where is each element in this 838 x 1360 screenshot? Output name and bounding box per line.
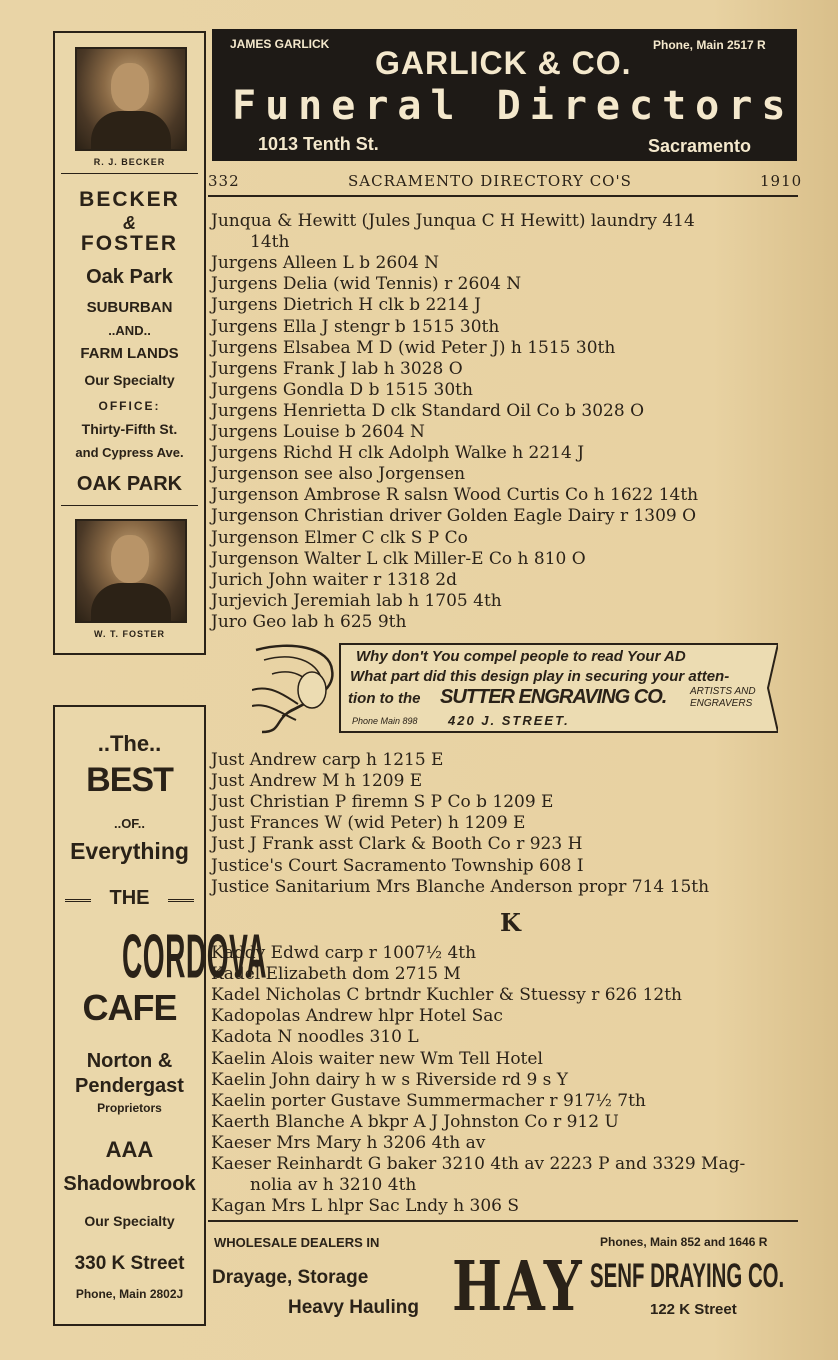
- bottom-phones: Phones, Main 852 and 1646 R: [600, 1235, 768, 1249]
- shadowbrook-text: Shadowbrook: [63, 1173, 196, 1195]
- cafe-phone: Phone, Main 2802J: [75, 1287, 184, 1301]
- hauling-text: Heavy Hauling: [288, 1297, 419, 1318]
- and-text: ..AND..: [108, 323, 151, 338]
- garlick-header-ad: [212, 29, 797, 161]
- artists-and: ARTISTS AND: [690, 686, 756, 697]
- list-item: Jurgens Frank J lab h 3028 O: [211, 358, 463, 379]
- engraving-line1: Why don't You compel people to read Your AD: [356, 648, 686, 665]
- engraving-line3a: tion to the: [348, 690, 421, 707]
- running-head: [208, 172, 803, 194]
- list-item: Just J Frank asst Clark & Booth Co r 923 H: [211, 834, 583, 855]
- best-text: BEST: [86, 761, 173, 799]
- engraving-line2: What part did this design play in securing your atten-: [350, 668, 730, 685]
- sutter-engraving-name: SUTTER ENGRAVING CO.: [440, 686, 667, 708]
- hay-text: HAY: [452, 1247, 584, 1327]
- aaa-text: AAA: [105, 1137, 154, 1162]
- list-item: Kadel Elizabeth dom 2715 M: [211, 964, 461, 985]
- proprietors-text: Proprietors: [97, 1101, 162, 1115]
- foster-caption: W. T. FOSTER: [93, 629, 165, 639]
- woman-face-icon: [298, 672, 326, 708]
- list-item: 14th: [250, 232, 290, 253]
- header-address: 1013 Tenth St.: [258, 134, 379, 154]
- list-item: Kaelin John dairy h w s Riverside rd 9 s Y: [211, 1069, 569, 1090]
- specialty-text: Our Specialty: [84, 372, 175, 388]
- list-item: Jurjevich Jeremiah lab h 1705 4th: [211, 590, 502, 611]
- cafe-text: CAFE: [82, 987, 177, 1028]
- becker-portrait: [75, 47, 187, 151]
- norton-text: Norton &: [86, 1050, 173, 1072]
- senf-draying-ad: [212, 1225, 802, 1335]
- section-letter-k: K: [500, 908, 521, 937]
- suburban-text: SUBURBAN: [86, 299, 173, 316]
- list-item: Just Andrew M h 1209 E: [211, 771, 423, 792]
- list-item: Jurgens Alleen L b 2604 N: [211, 253, 440, 274]
- list-item: Kaeser Mrs Mary h 3206 4th av: [211, 1132, 486, 1153]
- list-item: Jurgens Louise b 2604 N: [211, 422, 425, 442]
- the-caps: THE: [109, 887, 150, 909]
- list-item: Justice Sanitarium Mrs Blanche Anderson propr 714 15th: [211, 876, 710, 897]
- list-item: Just Christian P firemn S P Co b 1209 E: [211, 792, 554, 813]
- list-item: Jurgens Delia (wid Tennis) r 2604 N: [211, 274, 522, 295]
- engraving-street: 420 J. STREET.: [448, 713, 570, 728]
- engravers: ENGRAVERS: [690, 698, 753, 709]
- list-item: Jurgens Richd H clk Adolph Walke h 2214 J: [211, 443, 585, 464]
- list-item: Kagan Mrs L hlpr Sac Lndy h 306 S: [211, 1196, 520, 1217]
- list-item: Juro Geo lab h 625 9th: [211, 611, 407, 632]
- list-item: Junqua & Hewitt (Jules Junqua C H Hewitt) laundry 414: [211, 211, 695, 231]
- foster-portrait: [75, 519, 187, 623]
- list-item: Jurgens Henrietta D clk Standard Oil Co b 3028 O: [211, 400, 645, 421]
- list-item: Kaelin porter Gustave Summermacher r 917½ 7th: [211, 1090, 646, 1111]
- funeral-directors: Funeral Directors: [232, 83, 795, 129]
- list-item: Jurgenson Walter L clk Miller-E Co h 810 O: [211, 548, 586, 569]
- cordova-wordmark: CORDOVA: [121, 922, 268, 992]
- list-item: Jurgens Gondla D b 1515 30th: [211, 379, 473, 400]
- list-item: Justice's Court Sacramento Township 608 I: [211, 855, 584, 876]
- office-ave: and Cypress Ave.: [75, 445, 184, 460]
- engraving-phone: Phone Main 898: [352, 716, 418, 726]
- header-city: Sacramento: [648, 136, 752, 156]
- foster-name: FOSTER: [80, 232, 179, 255]
- list-item: Jurich John waiter r 1318 2d: [211, 569, 457, 590]
- list-item: Jurgenson see also Jorgensen: [211, 464, 466, 485]
- company-name: GARLICK & CO.: [375, 45, 632, 81]
- cafe-address: 330 K Street: [74, 1253, 185, 1274]
- james-garlick: JAMES GARLICK: [230, 37, 330, 51]
- pendergast-text: Pendergast: [75, 1075, 184, 1097]
- farm-lands-text: FARM LANDS: [80, 345, 179, 362]
- list-item: Jurgens Elsabea M D (wid Peter J) h 1515 30th: [211, 337, 616, 358]
- list-item: Kaelin Alois waiter new Wm Tell Hotel: [211, 1048, 543, 1069]
- page-number: 332: [208, 172, 240, 190]
- list-item: Just Andrew carp h 1215 E: [211, 750, 444, 770]
- list-item: Just Frances W (wid Peter) h 1209 E: [211, 813, 526, 834]
- list-item: Jurgenson Ambrose R salsn Wood Curtis Co h 1622 14th: [211, 485, 699, 506]
- list-item: Kadel Nicholas C brtndr Kuchler & Stuessy r 626 12th: [211, 985, 682, 1006]
- oak-park-caps: OAK PARK: [76, 473, 183, 495]
- becker-foster-ad: [53, 31, 206, 655]
- list-item: Jurgens Ella J stengr b 1515 30th: [211, 316, 500, 337]
- cordova-cafe-ad: [53, 705, 268, 1326]
- oak-park-heading: Oak Park: [86, 266, 173, 288]
- everything-text: Everything: [70, 838, 189, 864]
- list-item: nolia av h 3210 4th: [250, 1175, 417, 1196]
- list-item: Kaddy Edwd carp r 1007½ 4th: [211, 943, 477, 963]
- list-item: Jurgenson Christian driver Golden Eagle Dairy r 1309 O: [211, 506, 697, 527]
- wholesale-text: WHOLESALE DEALERS IN: [214, 1235, 380, 1250]
- list-item: Kaeser Reinhardt G baker 3210 4th av 2223 P and 3329 Mag-: [211, 1154, 746, 1174]
- list-item: Jurgenson Elmer C clk S P Co: [211, 527, 468, 548]
- senf-draying-name: SENF DRAYING CO.: [590, 1257, 785, 1295]
- running-title: SACRAMENTO DIRECTORY CO'S: [348, 172, 632, 190]
- office-label: OFFICE:: [98, 399, 161, 413]
- of-text: ..OF..: [113, 816, 146, 831]
- office-street: Thirty-Fifth St.: [81, 421, 178, 437]
- list-item: Kadopolas Andrew hlpr Hotel Sac: [211, 1006, 503, 1027]
- amp: &: [123, 213, 136, 233]
- bottom-address: 122 K Street: [650, 1301, 737, 1318]
- list-item: Jurgens Dietrich H clk b 2214 J: [211, 295, 481, 316]
- list-item: Kaerth Blanche A bkpr A J Johnston Co r 912 U: [211, 1111, 619, 1132]
- cafe-specialty: Our Specialty: [84, 1213, 175, 1229]
- the-text: ..The..: [97, 731, 162, 756]
- becker-caption: R. J. BECKER: [93, 157, 166, 167]
- header-phone: Phone, Main 2517 R: [653, 38, 766, 52]
- year: 1910: [760, 172, 803, 190]
- drayage-text: Drayage, Storage: [212, 1267, 369, 1288]
- list-item: Kadota N noodles 310 L: [211, 1027, 419, 1048]
- becker-name: BECKER: [79, 188, 180, 211]
